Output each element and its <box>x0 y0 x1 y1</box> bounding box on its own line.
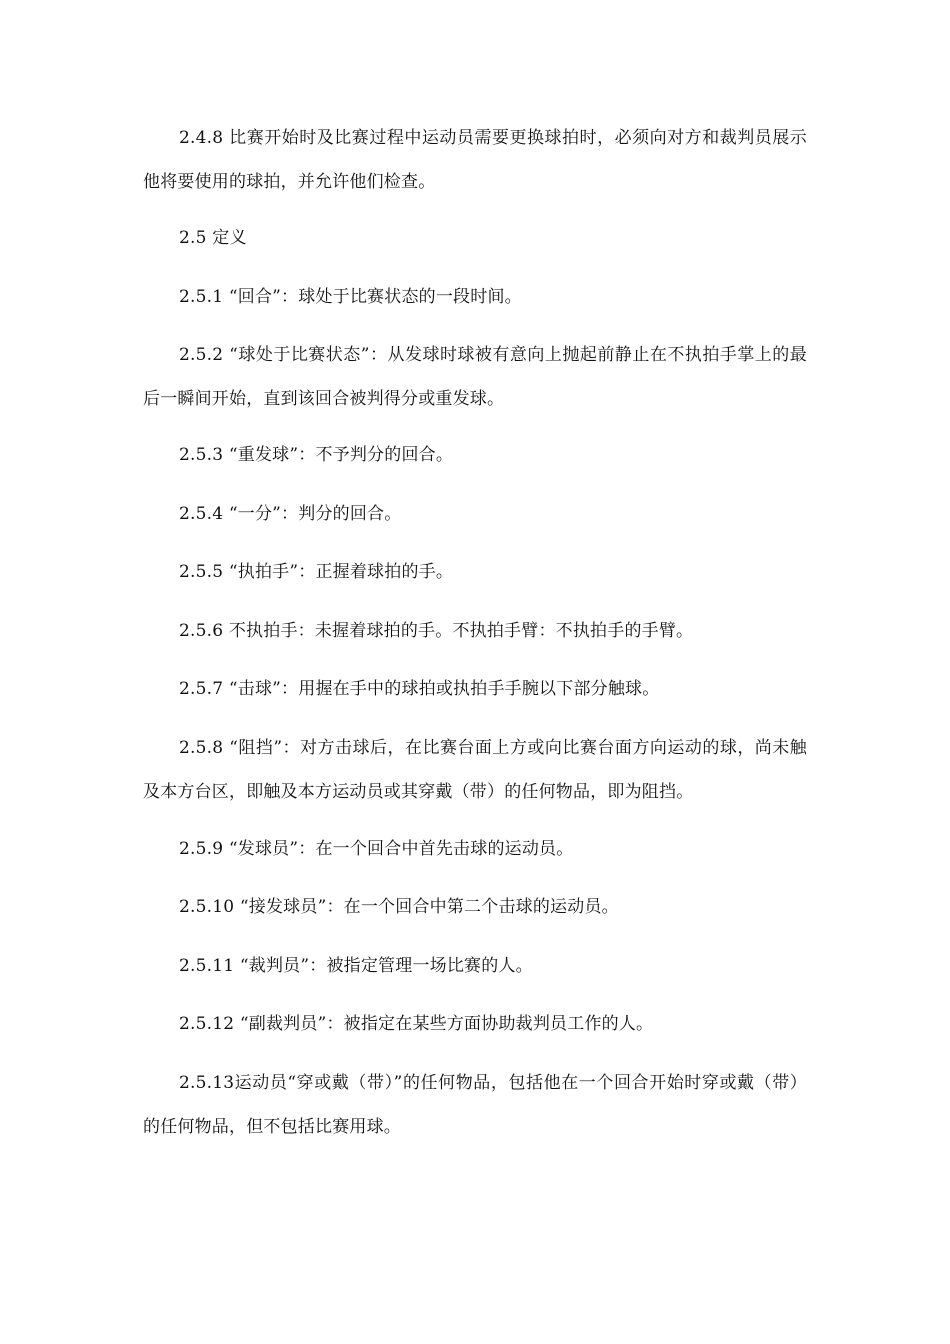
paragraph-2-5-9: 2.5.9 “发球员”：在一个回合中首先击球的运动员。 <box>179 839 574 859</box>
paragraph-2-5-7: 2.5.7 “击球”：用握在手中的球拍或执拍手手腕以下部分触球。 <box>179 679 660 699</box>
paragraph-2-4-8: 2.4.8 比赛开始时及比赛过程中运动员需要更换球拍时，必须向对方和裁判员展示他将要使用的球拍，并允许他们检查。 <box>143 128 807 192</box>
paragraph-2-5-8: 2.5.8 “阻挡”：对方击球后，在比赛台面上方或向比赛台面方向运动的球，尚未触及本方台区，即触及本方运动员或其穿戴（带）的任何物品，即为阻挡。 <box>143 738 807 802</box>
paragraph-2-5-6: 2.5.6 不执拍手：未握着球拍的手。不执拍手臂：不执拍手的手臂。 <box>179 621 694 641</box>
paragraph-2-5-1: 2.5.1 “回合”：球处于比赛状态的一段时间。 <box>179 287 522 307</box>
paragraph-2-5-2: 2.5.2 “球处于比赛状态”：从发球时球被有意向上抛起前静止在不执拍手掌上的最后一瞬间开始，直到该回合被判得分或重发球。 <box>143 345 807 409</box>
paragraph-2-5-12: 2.5.12 “副裁判员”：被指定在某些方面协助裁判员工作的人。 <box>179 1014 654 1034</box>
paragraph-2-5-4: 2.5.4 “一分”：判分的回合。 <box>179 504 402 524</box>
paragraph-2-5-11: 2.5.11 “裁判员”：被指定管理一场比赛的人。 <box>179 956 533 976</box>
paragraph-2-5-13: 2.5.13运动员“穿或戴（带）”的任何物品，包括他在一个回合开始时穿或戴（带）的任何物品，但不包括比赛用球。 <box>143 1073 807 1137</box>
section-heading-2-5: 2.5 定义 <box>179 228 247 248</box>
paragraph-2-5-5: 2.5.5 “执拍手”：正握着球拍的手。 <box>179 562 454 582</box>
paragraph-2-5-10: 2.5.10 “接发球员”：在一个回合中第二个击球的运动员。 <box>179 897 619 917</box>
paragraph-2-5-3: 2.5.3 “重发球”：不予判分的回合。 <box>179 445 454 465</box>
